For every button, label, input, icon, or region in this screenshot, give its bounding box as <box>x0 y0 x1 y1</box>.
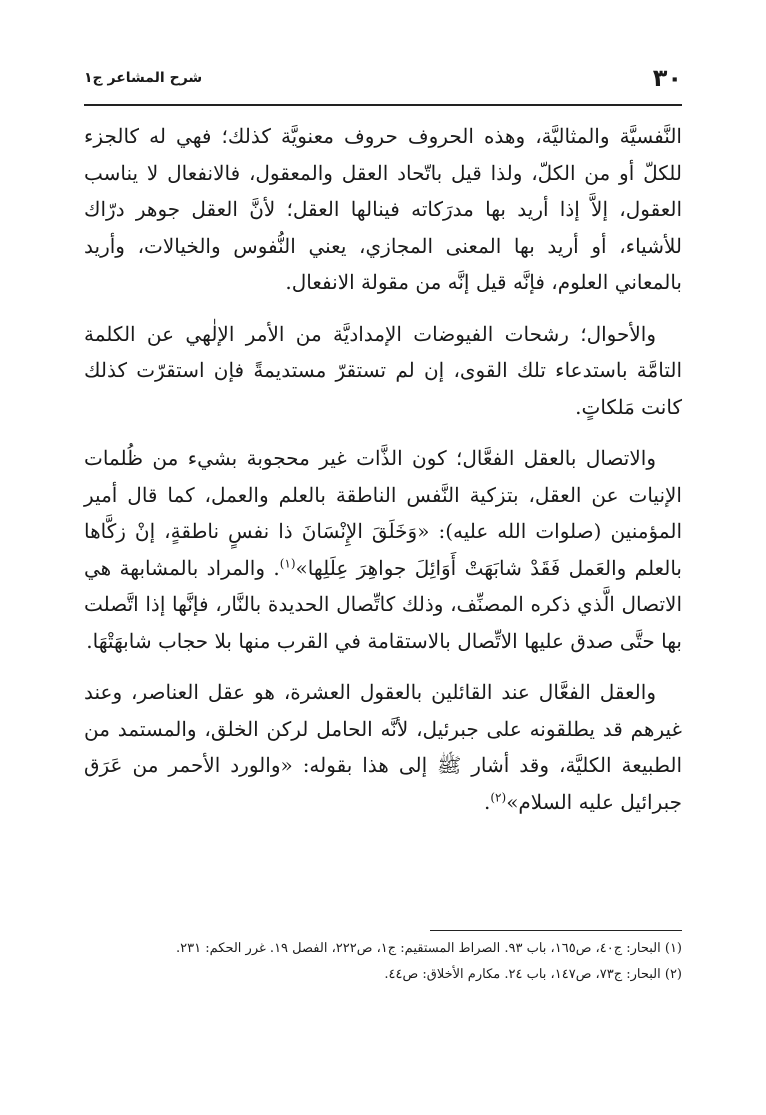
running-title: شرح المشاعر ج١ <box>84 70 203 86</box>
paragraph-text: والمراد بالمشابهة هي الاتصال الَّذي ذكره المصنِّف، وذلك كاتِّصال الحديدة بالنَّار، فإنَّها إذا اتَّصلت بها حتَّى صدق عليها الاتِّصال بالاستقامة في القرب منها بلا حجاب شابهَتْهَا. <box>84 555 682 653</box>
paragraph: النَّفسيَّة والمثاليَّة، وهذه الحروف حروف معنويَّة كذلك؛ فهي له كالجزء للكلّ أو من الكلّ، ولذا قيل باتّحاد العقل والمعقول، فالانفعال لا يناسب العقول، إلاَّ إذا أريد بها مدرَكاته فينالها العقل؛ لأنَّ العقل جوهر درّاك للأشياء، أو أريد بها المعنى المجازي، يعني النُّفوس والخيالات، وأريد بالمعاني العلوم، فإنَّه قيل إنَّه من مقولة الانفعال. <box>84 124 682 294</box>
page-header <box>84 58 682 98</box>
header-divider <box>84 104 682 106</box>
footnote-divider <box>430 930 682 931</box>
footnotes <box>84 936 682 988</box>
paragraph-with-footnote: والعقل الفعَّال عند القائلين بالعقول العشرة، هو عقل العناصر، وعند غيرهم قد يطلقونه على جبرئيل، لأنَّه الحامل لركن الخلق، والمستمد من الطبيعة الكليَّة، وقد أشار ﷺ إلى هذا بقوله: «والورد الأحمر من عَرَق جبرائيل عليه السلام»$^{(٢)}$. <box>84 680 682 814</box>
footnote-marker: (٢) <box>490 789 507 804</box>
footnote: (٢) البحار: ج٧٣، ص١٤٧، باب ٢٤. مكارم الأخلاق: ص٤٤. <box>384 967 682 982</box>
paragraph-with-footnote: والاتصال بالعقل الفعَّال؛ كون الذَّات غير محجوبة بشيء من ظُلمات الإنيات عن العقل، بتزكية النَّفس الناطقة بالعلم والعمل، كما قال أمير المؤمنين (صلوات الله عليه): «وَخَلَقَ الإِنْسَانَ ذا نفسٍ ناطقةٍ، إنْ زكَّاها بالعلم والعَمل فَقَدْ شابَهَتْ أَوَائِلَ جواهِرَ عِلَلِها»$^{(١)}$. والمراد بالمشابهة هي الاتصال الَّذي ذكره المصنِّف، وذلك كاتِّصال الحديدة بالنَّار، فإنَّها إذا اتَّصلت بها حتَّى صدق عليها الاتِّصال بالاستقامة في القرب منها بلا حجاب شابهَتْهَا. <box>84 446 683 653</box>
paragraph-text: والاتصال بالعقل الفعَّال؛ كون الذَّات غير محجوبة بشيء من ظُلمات الإنيات عن العقل، بتزكية النَّفس الناطقة بالعلم والعمل، كما قال أمير المؤمنين (صلوات الله عليه): «وَخَلَقَ الإِنْسَانَ ذا نفسٍ ناطقةٍ، إنْ زكَّاها بالعلم والعَمل فَقَدْ شابَهَتْ أَوَائِلَ جواهِرَ عِلَلِها» <box>84 446 683 580</box>
paragraph: والأحوال؛ رشحات الفيوضات الإمداديَّة من الأمر الإلٰهي عن الكلمة التامَّة باستدعاء تلك القوى، إن لم تستقرّ مستديمةً فإن استقرّت كذلك كانت مَلكاتٍ. <box>84 321 682 419</box>
footnote-marker: (١) <box>279 555 296 570</box>
page-number: ٣٠ <box>652 64 682 92</box>
footnote: (١) البحار: ج٤٠، ص١٦٥، باب ٩٣. الصراط المستقيم: ج١، ص٢٢٢، الفصل ١٩. غرر الحكم: ٢٣١. <box>176 941 682 956</box>
paragraph-text: والعقل الفعَّال عند القائلين بالعقول العشرة، هو عقل العناصر، وعند غيرهم قد يطلقونه على جبرئيل، لأنَّه الحامل لركن الخلق، والمستمد من الطبيعة الكليَّة، وقد أشار ﷺ إلى هذا بقوله: «والورد الأحمر من عَرَق جبرائيل عليه السلام» <box>84 680 682 814</box>
main-text <box>84 118 682 835</box>
